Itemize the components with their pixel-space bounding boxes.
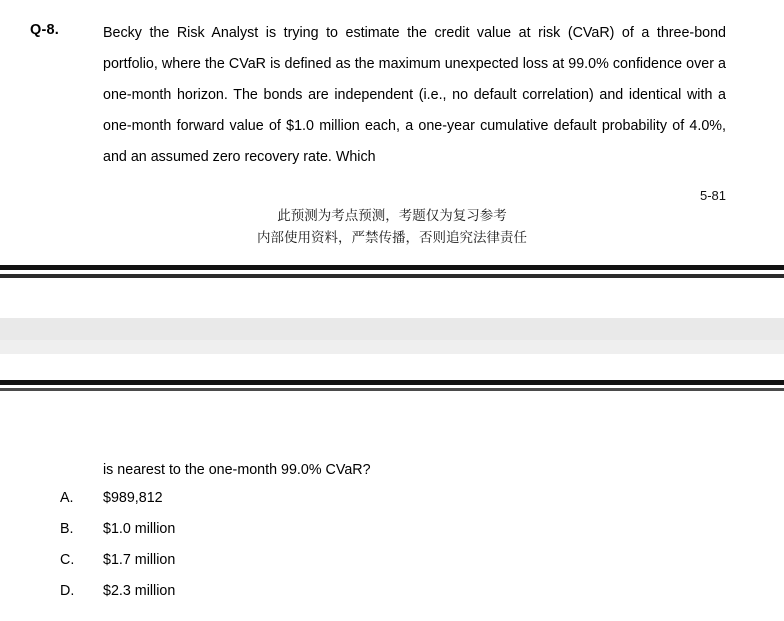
choice-c-letter: C. [60,552,75,568]
question-block [0,18,784,173]
scan-gap-3 [0,354,784,380]
page-number: 5-81 [699,188,726,203]
question-continuation: is nearest to the one-month 99.0% CVaR? [103,462,371,478]
question-number: Q-8. [30,22,59,38]
choice-b[interactable] [60,521,660,552]
choice-c-text: $1.7 million [103,552,176,568]
question-text: Becky the Risk Analyst is trying to estimate the credit value at risk (CVaR) of a three-bond portfolio, where the CVaR is defined as the maximum unexpected loss at 99.0% confidence over a one-month horizon. The bonds are independent (i.e., no default correlation) and identical with a one-month forward value of $1.0 million each, a one-year cumulative default probability of 4.0%, and an assumed zero recovery rate. Which [103,25,726,165]
scan-line-4 [0,388,784,391]
answer-choices [60,490,660,614]
notice-line-2: 内部使用资料，严禁传播，否则追究法律责任 [257,230,527,246]
scan-gray-band-1 [0,318,784,340]
scan-gap-2 [0,278,784,318]
scan-gray-band-2 [0,340,784,354]
choice-d-letter: D. [60,583,75,599]
choice-c[interactable] [60,552,660,583]
choice-b-text: $1.0 million [103,521,176,537]
choice-b-letter: B. [60,521,74,537]
notice-line-1: 此预测为考点预测，考题仅为复习参考 [277,208,507,224]
choice-d-text: $2.3 million [103,583,176,599]
choice-a-text: $989,812 [103,490,163,506]
copyright-notice [0,205,784,249]
choice-a-letter: A. [60,490,74,506]
choice-d[interactable] [60,583,660,614]
choice-a[interactable] [60,490,660,521]
